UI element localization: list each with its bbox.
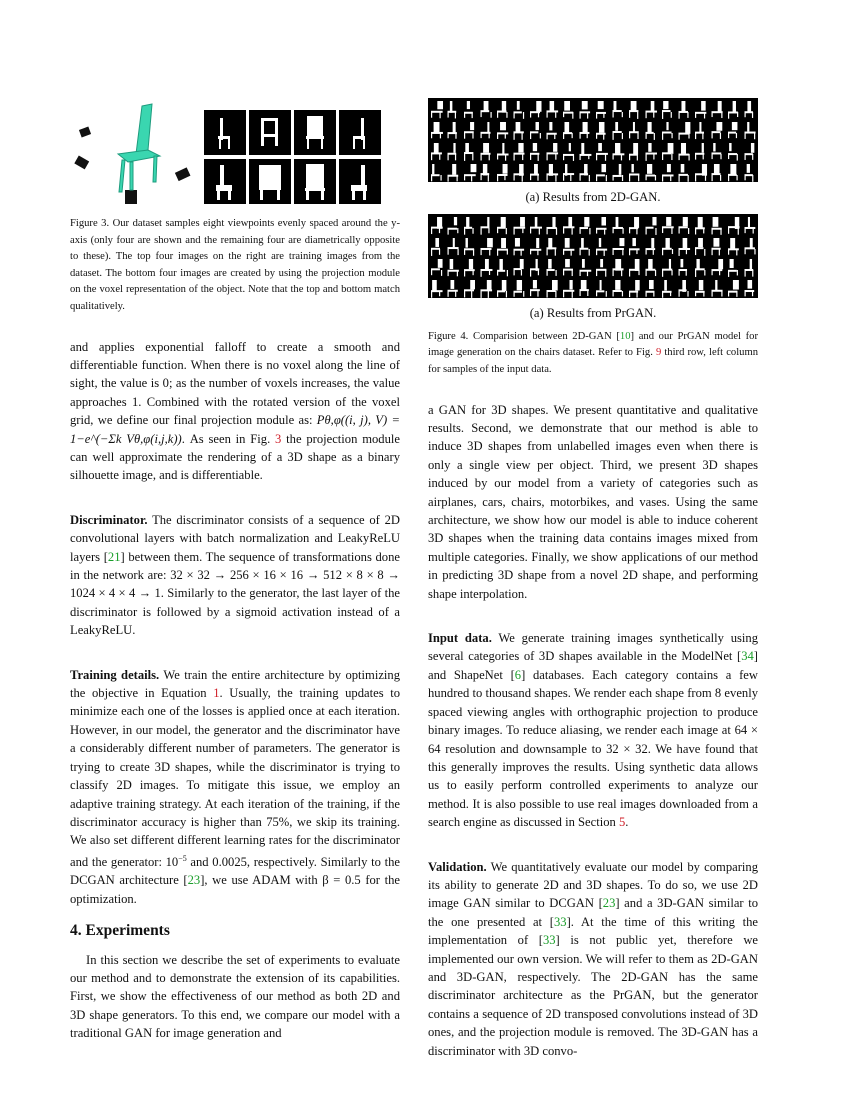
generated-chair-silhouette xyxy=(712,122,723,139)
generated-chair-silhouette xyxy=(431,259,443,276)
generated-chair-silhouette xyxy=(580,164,590,181)
generated-chair-silhouette xyxy=(712,143,722,159)
generated-chair-silhouette xyxy=(596,259,606,277)
generated-chair-silhouette xyxy=(431,122,443,138)
figure-4-caption: Figure 4. Comparision between 2D-GAN [10] and our PrGAN model for image generation on the chairs dataset. Refer to Fig. 9 third row, left column for samples of the input data. xyxy=(428,330,758,375)
generated-chair-silhouette xyxy=(679,280,689,297)
generated-chair-silhouette xyxy=(547,164,559,182)
generated-chair-silhouette xyxy=(662,101,672,119)
generated-chair-silhouette xyxy=(514,280,525,297)
generated-chair-silhouette xyxy=(464,164,476,181)
generated-chair-silhouette xyxy=(646,259,657,276)
generated-chair-silhouette xyxy=(679,101,689,119)
silhouette-thumbnail xyxy=(249,110,291,155)
generated-chair-silhouette xyxy=(481,122,491,138)
generated-chair-silhouette xyxy=(563,238,574,256)
training-paragraph: Training details. We train the entire architecture by optimizing the objective in Equation 1. Usually, the training updates to minimize each one of the losses is applied once at each iteration. However, in our model, the generator and the discriminator have a considerably different number of parameters. The generator is trying to create 3D shapes, while the discriminator is trying to classify 2D images. To mitigate this issue, we employ an adaptive training strategy. At each iteration of the training, if the discriminator accuracy is higher than 75%, we skip its training. We also set different different learning rates for the discriminator and the generator: $10^{-5}$ and 0.0025, respectively. Similarly to the DCGAN architecture [23], we use ADAM with β = 0.5 for the optimization. xyxy=(70,667,401,906)
generated-chair-silhouette xyxy=(563,217,574,235)
generated-chair-silhouette xyxy=(514,164,524,182)
validation-heading: Validation. xyxy=(428,859,487,874)
projection-equation: Pθ,φ((i, j), V) = 1−e^(−Σk Vθ,φ(i,j,k)) xyxy=(70,413,400,446)
generated-chair-silhouette xyxy=(596,143,608,161)
generated-chair-silhouette xyxy=(464,101,473,118)
generated-chair-silhouette xyxy=(481,143,491,160)
generated-chair-silhouette xyxy=(695,259,705,277)
generated-chair-silhouette xyxy=(530,122,541,139)
generated-chair-silhouette xyxy=(497,217,507,234)
generated-chair-silhouette xyxy=(464,280,475,298)
generated-chair-silhouette xyxy=(431,280,443,298)
generated-chair-silhouette xyxy=(514,122,524,140)
citation-ref[interactable]: 10 xyxy=(619,330,631,342)
input-data-paragraph: Input data. We generate training images synthetically using several categories of 3D shapes available in the ModelNet [34] and ShapeNet [6] databases. Each category contains a few hundred to thousand shapes. We render each shape from 8 evenly spaced viewing angles with orthographic projection to produce binary images. To reduce aliasing, we render each image at 64 × 64 resolution and downsample to 32 × 32. We have found that this generally improves the results. Using synthetic data allows us to easily perform controlled experiments to analyze our method. It is also possible to use real images downloaded from a search engine as discussed in Section 5. xyxy=(428,631,758,830)
generated-chair-silhouette xyxy=(745,259,754,277)
generated-chair-silhouette xyxy=(646,143,657,161)
generated-chair-silhouette xyxy=(497,101,508,118)
left-column xyxy=(70,98,400,1043)
citation-ref[interactable]: 33 xyxy=(542,933,556,948)
generated-chair-silhouette xyxy=(613,238,625,255)
generated-chair-silhouette xyxy=(580,122,590,139)
right-column xyxy=(428,98,758,1060)
generated-chair-silhouette xyxy=(679,217,690,234)
generated-chair-silhouette xyxy=(580,101,591,119)
generated-chair-silhouette xyxy=(745,101,754,118)
generated-chair-silhouette xyxy=(448,101,457,118)
overview-paragraph: a GAN for 3D shapes. We present quantitative and qualitative results. Second, we demonstrate that our method is able to induce 3D shapes from unlabelled images even when there is only a single view per object. Third, we present 3D shapes induced by our model from a variety of categories such as airplanes, cars, chairs, motorbikes, and vases. Using the same architecture, we show how our model is able to induce coherent 3D shapes when the training data contains images mixed from multiple categories. Finally, we show applications of our method in predicting 3D shape from a novel 2D shape, and performing shape interpolation. xyxy=(428,402,758,601)
generated-chair-silhouette xyxy=(481,238,493,255)
generated-chair-silhouette xyxy=(563,101,573,119)
generated-chair-silhouette xyxy=(497,280,507,297)
generated-chair-silhouette xyxy=(629,164,639,181)
experiments-paragraph: In this section we describe the set of experiments to evaluate our method and to demonstrate the extension of its capabilities. First, we show the effectiveness of our method as both 2D and 3D shape generators. To this end, we compare our model with a traditional GAN for image generation and xyxy=(70,952,400,1041)
generated-chair-silhouette xyxy=(646,238,656,255)
generated-chair-silhouette xyxy=(695,238,705,256)
generated-chair-silhouette xyxy=(580,259,592,276)
generated-chair-silhouette xyxy=(662,217,674,234)
silhouette-thumbnail xyxy=(294,110,336,155)
generated-chair-silhouette xyxy=(580,143,592,160)
generated-chair-silhouette xyxy=(629,280,640,297)
silhouette-thumbnail xyxy=(339,159,381,204)
generated-chair-silhouette xyxy=(613,164,624,181)
generated-chair-silhouette xyxy=(448,143,457,160)
generated-chair-silhouette xyxy=(563,280,574,298)
generated-chair-silhouette xyxy=(481,280,493,298)
generated-chair-silhouette xyxy=(514,143,525,160)
generated-chair-silhouette xyxy=(629,238,640,255)
generated-chair-silhouette xyxy=(530,259,539,277)
generated-chair-silhouette xyxy=(563,122,573,139)
generated-chair-silhouette xyxy=(464,238,474,256)
generated-chair-silhouette xyxy=(547,238,557,256)
generated-chair-silhouette xyxy=(745,238,756,254)
generated-chair-silhouette xyxy=(629,122,639,139)
generated-chair-silhouette xyxy=(481,101,492,118)
generated-chair-silhouette xyxy=(679,164,689,182)
generated-chair-silhouette xyxy=(695,122,704,139)
generated-chair-silhouette xyxy=(431,101,443,118)
generated-chair-silhouette xyxy=(728,217,740,235)
figure-4a-subcaption: (a) Results from 2D-GAN. xyxy=(525,190,661,204)
generated-chair-silhouette xyxy=(745,217,756,234)
generated-chair-silhouette xyxy=(580,238,590,256)
discriminator-heading: Discriminator. xyxy=(70,512,148,527)
generated-chair-silhouette xyxy=(712,101,723,118)
generated-chair-silhouette xyxy=(497,259,508,276)
figure-ref[interactable]: 3 xyxy=(275,431,282,446)
generated-chair-silhouette xyxy=(596,122,606,140)
figure-3-caption: Figure 3. Our dataset samples eight viewpoints evenly spaced around the y-axis (only four are shown and the remaining four are diametrically opposite to these). The top four images on the right are training images from the dataset. The bottom four images are created by using the projection module on the voxel representation of the object. Note that the top and bottom match qualitatively. xyxy=(70,218,400,312)
generated-chair-silhouette xyxy=(596,238,607,256)
generated-chair-silhouette xyxy=(679,238,691,256)
generated-chair-silhouette xyxy=(613,280,624,296)
generated-chair-silhouette xyxy=(547,143,559,160)
generated-chair-silhouette xyxy=(662,164,673,182)
citation-ref[interactable]: 34 xyxy=(741,649,754,664)
generated-chair-silhouette xyxy=(448,164,459,182)
2d-gan-results-image xyxy=(428,98,758,182)
citation-ref[interactable]: 21 xyxy=(107,549,121,564)
generated-chair-silhouette xyxy=(679,259,688,276)
generated-chair-silhouette xyxy=(646,164,657,180)
generated-chair-silhouette xyxy=(695,143,704,160)
generated-chair-silhouette xyxy=(662,122,673,140)
generated-chair-silhouette xyxy=(596,101,606,119)
generated-chair-silhouette xyxy=(728,143,738,161)
generated-chair-silhouette xyxy=(563,143,574,161)
prgan-results-image xyxy=(428,214,758,298)
generated-chair-silhouette xyxy=(497,143,509,161)
validation-paragraph: Validation. We quantitatively evaluate our model by comparing its ability to generate 2D and 3D shapes. To do so, we use 2D image GAN similar to DCGAN [23] and a 3D-GAN similar to the one presented at [33]. At the time of this writing the implementation of [33] is not public yet, therefore we implemented our own version. We will refer to them as 2D-GAN and 3D-GAN, respectively. The 2D-GAN has the same discriminator architecture as the PrGAN, but the generator contains a sequence of 2D transposed convolutions instead of 3D ones, and the projection module is removed. The 3D-GAN has a discriminator with 3D convo- xyxy=(428,859,759,1058)
generated-chair-silhouette xyxy=(448,238,459,255)
generated-chair-silhouette xyxy=(662,280,672,298)
generated-chair-silhouette xyxy=(613,259,624,276)
generated-chair-silhouette xyxy=(745,280,755,296)
generated-chair-silhouette xyxy=(728,164,738,181)
input-data-heading: Input data. xyxy=(428,631,492,646)
generated-chair-silhouette xyxy=(695,280,705,297)
generated-chair-silhouette xyxy=(695,217,705,234)
generated-chair-silhouette xyxy=(596,217,607,235)
generated-chair-silhouette xyxy=(431,164,442,181)
figure-3 xyxy=(70,98,400,210)
generated-chair-silhouette xyxy=(728,101,738,119)
generated-chair-silhouette xyxy=(563,164,574,181)
discriminator-paragraph: Discriminator. The discriminator consists of a sequence of 2D convolutional layers with batch normalization and LeakyReLU layers [21] between them. The sequence of transformations done in the network are: 32 × 32 → 256 × 16 × 16 → 512 × 8 × 8 → 1024 × 4 × 4 → 1. Similarly to the generator, the last layer of the discriminator is followed by a sigmoid activation instead of a LeakyReLU. xyxy=(70,512,400,638)
generated-chair-silhouette xyxy=(712,238,721,255)
projection-paragraph: and applies exponential falloff to create a smooth and differentiable function. When there is no voxel along the line of sight, the value is 0; as the number of voxels increases, the value approaches 1. Combined with the rotated version of the voxel grid, we define our final projection module as: Pθ,φ((i, j), V) = 1−e^(−Σk Vθ,φ(i,j,k)). As seen in Fig. 3 the projection module can well approximate the rendering of a 3D shape as a binary silhouette image, and is differentiable. xyxy=(70,339,400,483)
generated-chair-silhouette xyxy=(695,164,707,181)
generated-chair-silhouette xyxy=(431,238,440,256)
generated-chair-silhouette xyxy=(613,217,624,234)
citation-ref[interactable]: 6 xyxy=(514,667,522,682)
generated-chair-silhouette xyxy=(547,101,559,118)
generated-chair-silhouette xyxy=(596,164,607,181)
generated-chair-silhouette xyxy=(646,280,655,297)
generated-chair-silhouette xyxy=(547,259,557,276)
generated-chair-silhouette xyxy=(629,259,640,277)
generated-chair-silhouette xyxy=(745,164,754,182)
generated-chair-silhouette xyxy=(580,280,589,296)
generated-chair-silhouette xyxy=(646,101,658,118)
silhouette-thumbnail xyxy=(294,159,336,204)
generated-chair-silhouette xyxy=(547,217,558,235)
generated-chair-silhouette xyxy=(613,122,623,140)
generated-chair-silhouette xyxy=(514,217,526,235)
silhouette-thumbnail xyxy=(339,110,381,155)
generated-chair-silhouette xyxy=(530,143,539,161)
generated-chair-silhouette xyxy=(481,217,490,235)
generated-chair-silhouette xyxy=(745,122,756,139)
generated-chair-silhouette xyxy=(712,217,722,235)
generated-chair-silhouette xyxy=(613,143,625,160)
generated-chair-silhouette xyxy=(530,238,541,255)
generated-chair-silhouette xyxy=(596,280,607,297)
generated-chair-silhouette xyxy=(431,217,443,234)
generated-chair-silhouette xyxy=(530,164,539,181)
generated-chair-silhouette xyxy=(629,143,638,160)
generated-chair-silhouette xyxy=(530,280,540,297)
generated-chair-silhouette xyxy=(712,259,724,275)
generated-chair-silhouette xyxy=(448,259,459,276)
generated-chair-silhouette xyxy=(464,122,474,139)
citation-ref[interactable]: 33 xyxy=(553,914,567,929)
generated-chair-silhouette xyxy=(530,101,542,118)
section-ref[interactable]: 5 xyxy=(618,815,626,830)
generated-chair-silhouette xyxy=(712,164,722,181)
generated-chair-silhouette xyxy=(497,238,508,256)
generated-chair-silhouette xyxy=(497,122,508,139)
generated-chair-silhouette xyxy=(448,280,458,297)
generated-chair-silhouette xyxy=(481,259,493,277)
generated-chair-silhouette xyxy=(464,217,474,235)
citation-ref[interactable]: 23 xyxy=(602,896,616,911)
generated-chair-silhouette xyxy=(514,238,525,256)
section-title: 4. Experiments xyxy=(70,922,170,940)
generated-chair-silhouette xyxy=(712,280,723,297)
training-view-thumbnails xyxy=(204,110,382,208)
generated-chair-silhouette xyxy=(563,259,573,276)
generated-chair-silhouette xyxy=(431,143,442,160)
chair-camera-illustration xyxy=(70,98,200,210)
generated-chair-silhouette xyxy=(448,217,459,235)
generated-chair-silhouette xyxy=(728,238,739,255)
generated-chair-silhouette xyxy=(728,122,737,138)
training-heading: Training details. xyxy=(70,667,160,682)
generated-chair-silhouette xyxy=(679,143,690,160)
generated-chair-silhouette xyxy=(448,122,457,139)
generated-chair-silhouette xyxy=(646,122,655,140)
generated-chair-silhouette xyxy=(629,101,638,119)
generated-chair-silhouette xyxy=(662,143,673,160)
silhouette-thumbnail xyxy=(204,110,246,155)
generated-chair-silhouette xyxy=(613,101,623,117)
generated-chair-silhouette xyxy=(728,259,738,277)
generated-chair-silhouette xyxy=(464,143,473,161)
generated-chair-silhouette xyxy=(695,101,706,118)
generated-chair-silhouette xyxy=(745,143,755,160)
generated-chair-silhouette xyxy=(464,259,475,276)
generated-chair-silhouette xyxy=(629,217,639,234)
generated-chair-silhouette xyxy=(514,101,525,119)
generated-chair-silhouette xyxy=(662,238,673,255)
generated-chair-silhouette xyxy=(646,217,657,235)
generated-chair-silhouette xyxy=(679,122,691,140)
silhouette-thumbnail xyxy=(249,159,291,204)
generated-chair-silhouette xyxy=(547,280,558,298)
generated-chair-silhouette xyxy=(530,217,542,234)
figure-4b-subcaption: (a) Results from PrGAN. xyxy=(529,306,657,321)
generated-chair-silhouette xyxy=(497,164,508,181)
generated-chair-silhouette xyxy=(547,122,557,139)
generated-chair-silhouette xyxy=(514,259,524,276)
equation-ref[interactable]: 1 xyxy=(213,686,220,701)
generated-chair-silhouette xyxy=(728,280,739,297)
generated-chair-silhouette xyxy=(481,164,490,182)
generated-chair-silhouette xyxy=(580,217,591,234)
silhouette-thumbnail xyxy=(204,159,246,204)
figure-ref[interactable]: 9 xyxy=(655,347,662,359)
citation-ref[interactable]: 23 xyxy=(187,873,201,888)
generated-chair-silhouette xyxy=(662,259,673,277)
